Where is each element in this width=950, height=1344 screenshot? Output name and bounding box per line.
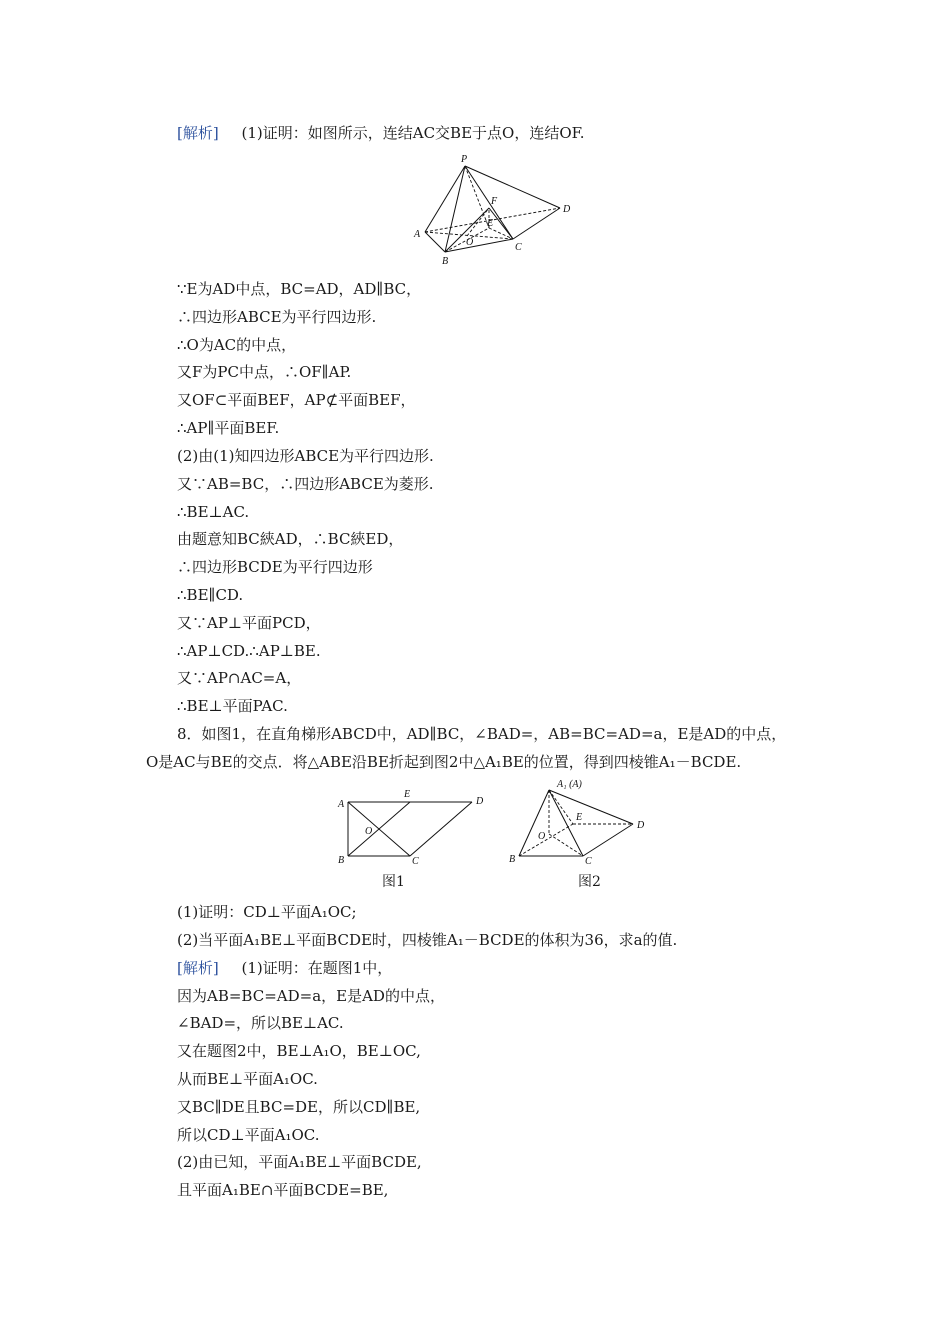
label-D: D: [476, 796, 484, 807]
question-1: (1)证明：CD⊥平面A₁OC;: [177, 903, 357, 921]
question-2: (2)当平面A₁BE⊥平面BCDE时，四棱锥A₁－BCDE的体积为36，求a的值.: [177, 931, 678, 949]
s1-line-12: 又∵AP⊥平面PCD，: [177, 614, 321, 632]
s1-line-14: 又∵AP∩AC=A，: [177, 669, 302, 687]
s1-line-1: ∴四边形ABCE为平行四边形.: [177, 308, 377, 326]
s2-line-4: 又BC∥DE且BC=DE，所以CD∥BE,: [177, 1098, 421, 1116]
s2-line-5: 所以CD⊥平面A₁OC.: [177, 1126, 320, 1144]
label-B: B: [442, 256, 449, 267]
label-O: O: [365, 826, 373, 837]
figure-folded-pyramid: [505, 774, 655, 869]
proof-intro: (1)证明：如图所示，连结AC交BE于点O，连结OF.: [241, 124, 585, 142]
s1-line-4: 又OF⊂平面BEF，AP⊄平面BEF，: [177, 391, 416, 409]
s1-line-10: ∴四边形BCDE为平行四边形: [177, 558, 373, 576]
s1-line-5: ∴AP∥平面BEF.: [177, 419, 280, 437]
label-E: E: [576, 812, 583, 823]
s2-line-6: (2)由已知，平面A₁BE⊥平面BCDE,: [177, 1153, 422, 1171]
figure-trapezoid: [332, 784, 497, 869]
s1-line-8: ∴BE⊥AC.: [177, 503, 250, 521]
figure2-caption: 图2: [578, 874, 601, 890]
problem8-line1: 8．如图1，在直角梯形ABCD中，AD∥BC，∠BAD=，AB=BC=AD=a，E是AD的中点，: [177, 725, 787, 743]
label-F: F: [491, 196, 498, 207]
label-A: A: [338, 799, 345, 810]
figure-pyramid: [405, 152, 585, 270]
s2-line-3: 从而BE⊥平面A₁OC.: [177, 1070, 318, 1088]
s2-line-2: 又在题图2中，BE⊥A₁O，BE⊥OC,: [177, 1042, 421, 1060]
proof-intro: (1)证明：在题图1中，: [241, 959, 393, 977]
label-E: E: [404, 789, 411, 800]
s1-line-0: ∵E为AD中点，BC=AD，AD∥BC，: [177, 280, 422, 298]
s1-line-6: (2)由(1)知四边形ABCE为平行四边形.: [177, 447, 434, 465]
label-C: C: [585, 856, 592, 867]
label-O: O: [466, 237, 474, 248]
label-C: C: [412, 856, 419, 867]
analysis-line-1: [177, 123, 584, 143]
analysis-tag: [解析]: [177, 959, 219, 977]
s2-line-1: ∠BAD=，所以BE⊥AC.: [177, 1014, 344, 1032]
label-D: D: [563, 204, 571, 215]
label-O: O: [538, 831, 546, 842]
s1-line-11: ∴BE∥CD.: [177, 586, 244, 604]
label-B: B: [509, 854, 516, 865]
s1-line-7: 又∵AB=BC，∴四边形ABCE为菱形.: [177, 475, 434, 493]
s1-line-9: 由题意知BC綊AD，∴BC綊ED，: [177, 530, 404, 548]
analysis-tag: [解析]: [177, 124, 219, 142]
s2-line-0: 因为AB=BC=AD=a，E是AD的中点，: [177, 987, 445, 1005]
label-E: E: [487, 218, 494, 229]
label-A1: A₁ (A): [557, 779, 582, 790]
s2-line-7: 且平面A₁BE∩平面BCDE=BE,: [177, 1181, 389, 1199]
label-B: B: [338, 855, 345, 866]
analysis-line-2: [177, 958, 392, 978]
label-A: A: [414, 229, 421, 240]
label-C: C: [515, 242, 522, 253]
s1-line-13: ∴AP⊥CD.∴AP⊥BE.: [177, 642, 321, 660]
figure1-caption: 图1: [382, 874, 405, 890]
problem8-line2: O是AC与BE的交点．将△ABE沿BE折起到图2中△A₁BE的位置，得到四棱锥A₁－BCDE.: [146, 753, 742, 771]
s1-line-3: 又F为PC中点，∴OF∥AP.: [177, 363, 352, 381]
label-D: D: [637, 820, 645, 831]
s1-line-15: ∴BE⊥平面PAC.: [177, 697, 288, 715]
label-P: P: [461, 154, 468, 165]
s1-line-2: ∴O为AC的中点，: [177, 336, 297, 354]
